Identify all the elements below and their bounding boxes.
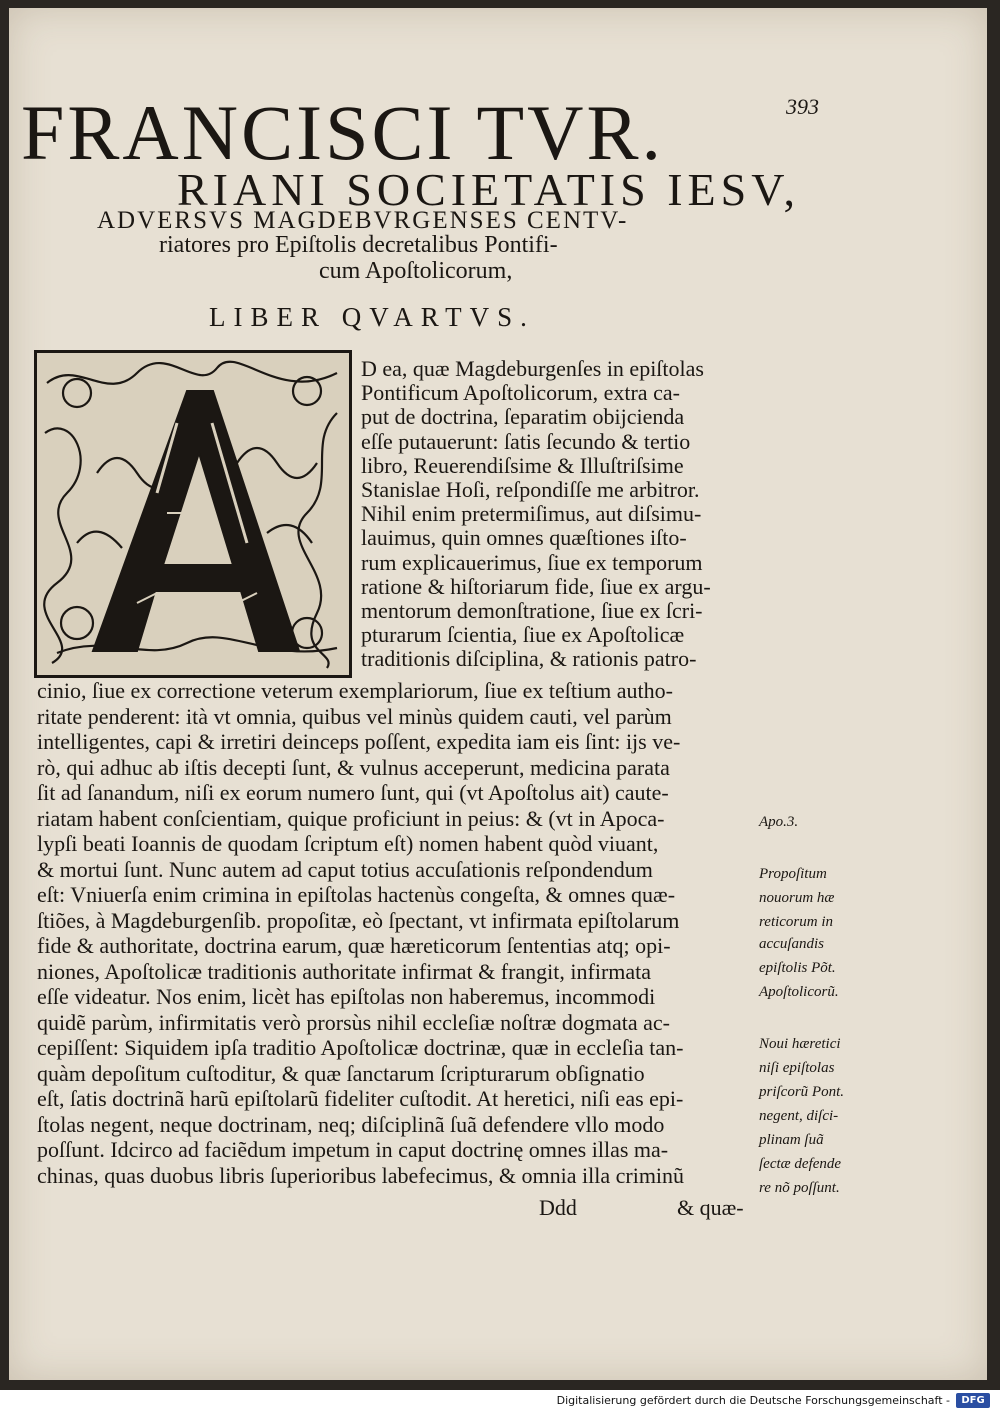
text-line: & mortui ſunt. Nunc autem ad caput totius accuſationis reſpondendum	[37, 856, 653, 882]
text-line: rò, qui adhuc ab iſtis decepti ſunt, & vulnus acceperunt, medicina parata	[37, 754, 670, 780]
text-line: mentorum demonſtratione, ſiue ex ſcri-	[361, 599, 703, 624]
text-line: put de doctrina, ſeparatim obijcienda	[361, 405, 685, 430]
book-page	[9, 8, 987, 1380]
text-line: ſtiões, à Magdeburgenſib. propoſitæ, eò ſpectant, vt infirmata epiſtolarum	[37, 907, 680, 933]
margin-note: priſcorũ Pont.	[759, 1084, 844, 1100]
catchword: & quæ-	[677, 1195, 744, 1220]
margin-note: plinam ſuã	[759, 1132, 824, 1148]
margin-note: Noui hæretici	[759, 1036, 841, 1052]
text-line: eſt: Vniuerſa enim crimina in epiſtolas hactenùs congeſta, & omnes quæ-	[37, 882, 676, 907]
intro-text-block	[361, 357, 791, 672]
margin-note: accuſandis	[759, 936, 824, 952]
text-line: poſſunt. Idcirco ad faciẽdum impetum in caput doctrinę omnes illas ma-	[37, 1137, 669, 1162]
text-line: lauimus, quin omnes quæſtiones iſto-	[361, 526, 687, 551]
text-line: pturarum ſcientia, ſiue ex Apoſtolicæ	[361, 623, 685, 648]
title-line-4: riatores pro Epiſtolis decretalibus Pontifi-	[159, 232, 558, 258]
margin-note: Propoſitum	[759, 866, 827, 882]
text-line: ratione & hiſtoriarum fide, ſiue ex argu-	[361, 574, 711, 599]
dfg-logo-icon: DFG	[956, 1393, 990, 1408]
text-line: rum explicauerimus, ſiue ex temporum	[361, 550, 703, 575]
margin-note: niſi epiſtolas	[759, 1060, 835, 1076]
page-number: 393	[786, 94, 819, 119]
text-line: ſit ad ſanandum, niſi ex eorum numero ſunt, qui (vt Apoſtolus ait) caute-	[37, 780, 669, 805]
text-line: traditionis diſciplina, & rationis patro-	[361, 647, 697, 672]
text-line: D ea, quæ Magdeburgenſes in epiſtolas	[361, 357, 704, 381]
title-line-3: ADVERSVS MAGDEBVRGENSES CENTV-	[97, 207, 629, 234]
signature-mark: Ddd	[539, 1195, 577, 1220]
text-line: chinas, quas duobus libris ſuperioribus labefecimus, & omnia illa criminũ	[37, 1162, 685, 1188]
margin-note: Apoſtolicorũ.	[759, 984, 839, 1000]
text-line: eſt, ſatis doctrinã harũ epiſtolarũ fideliter cuſtodit. At heretici, niſi eas epi-	[37, 1086, 684, 1111]
title-line-1: FRANCISCI TVR.	[21, 89, 665, 176]
text-line: eſſe putauerunt: ſatis ſecundo & tertio	[361, 429, 691, 454]
digitization-footer	[0, 1390, 1000, 1414]
margin-note: ſectæ defende	[759, 1156, 842, 1172]
body-text-block	[37, 678, 767, 1188]
text-line: libro, Reuerendiſsime & Illuſtriſsime	[361, 453, 684, 478]
title-line-2: RIANI SOCIETATIS IESV,	[177, 164, 800, 215]
text-line: Nihil enim pretermiſimus, aut diſsimu-	[361, 502, 702, 527]
margin-note: Apo.3.	[759, 814, 799, 830]
title-line-5: cum Apoſtolicorum,	[319, 258, 513, 284]
text-line: riatam habent conſcientiam, quique proficiunt in peius: & (vt in Apoca-	[37, 805, 665, 831]
text-line: niones, Apoſtolicæ traditionis authoritate infirmat & frangit, infirmata	[37, 958, 652, 984]
book-heading: LIBER QVARTVS.	[209, 302, 535, 332]
text-line: fide & authoritate, doctrina earum, quæ hæreticorum ſententias atq; opi-	[37, 933, 671, 958]
margin-note: nouorum hæ	[759, 890, 835, 906]
text-line: quàm depoſitum cuſtoditur, & quæ ſanctarum ſcripturarum obſignatio	[37, 1060, 645, 1086]
text-line: Stanislae Hoſi, reſpondiſſe me arbitror.	[361, 478, 700, 503]
margin-note: epiſtolis Põt.	[759, 960, 836, 976]
text-line: lypſi beati Ioannis de quodam ſcriptum eſt) nomen habent quòd viuant,	[37, 831, 659, 856]
margin-note: re nõ poſſunt.	[759, 1180, 840, 1196]
decorated-initial-a-icon	[34, 350, 352, 678]
margin-note: negent, diſci-	[759, 1108, 839, 1124]
text-line: Pontificum Apoſtolicorum, extra ca-	[361, 381, 680, 406]
text-line: ſtolas negent, neque doctrinam, neq; diſciplinã ſuã defendere vllo modo	[37, 1111, 665, 1137]
text-line: quidẽ parùm, infirmitatis verò prorsùs nihil eccleſiæ noſtræ dogmata ac-	[37, 1009, 670, 1035]
text-line: intelligentes, capi & irretiri deinceps poſſent, expedita iam eis ſint: ijs ve-	[37, 729, 681, 754]
text-line: eſſe videatur. Nos enim, licèt has epiſtolas non haberemus, incommodi	[37, 984, 656, 1009]
funding-credit: Digitalisierung gefördert durch die Deutsche Forschungsgemeinschaft -	[556, 1394, 950, 1407]
margin-note: reticorum in	[759, 914, 834, 930]
text-line: cinio, ſiue ex correctione veterum exemplariorum, ſiue ex teſtium autho-	[37, 678, 673, 703]
text-line: cepiſſent: Siquidem ipſa traditio Apoſtolicæ doctrinæ, quæ in eccleſia tan-	[37, 1035, 684, 1060]
text-line: ritate penderent: ità vt omnia, quibus vel minùs quidem cauti, vel parùm	[37, 703, 672, 729]
